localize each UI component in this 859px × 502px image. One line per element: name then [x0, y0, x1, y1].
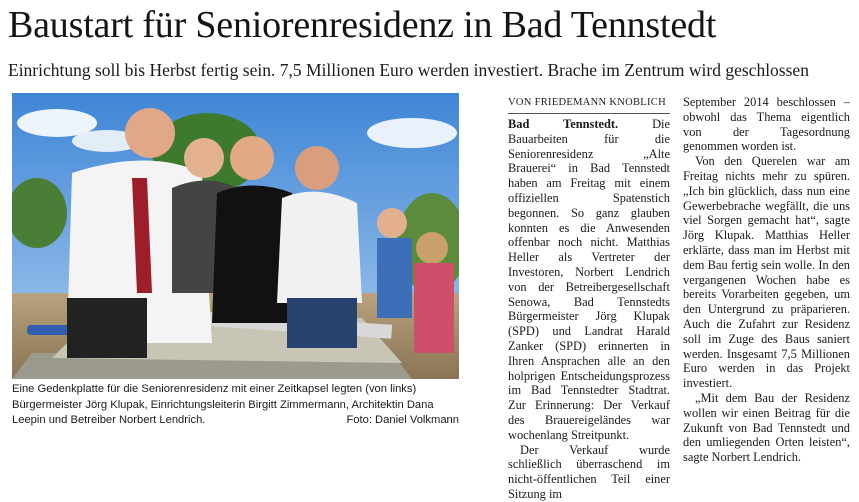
article-column-1 [508, 117, 670, 502]
article-paragraph: Von den Querelen war am Freitag nichts mehr zu spüren. „Ich bin glücklich, dass nun eine Gewerbebrache wegfällt, die uns viel Sorgen gemacht hat“, sagte Jörg Klupak. Matthias Heller erklärte, dass man im Herbst mit dem Bau fertig sein wolle. In den vergangenen Wochen habe es bereits Vorarbeiten gegeben, um den Untergrund zu präparieren. Auch die Zufahrt zur Residenz soll im Zuge des Baus saniert werden. Insgesamt 7,5 Millionen Euro werden in das Projekt investiert. [683, 154, 850, 391]
article-subheadline: Einrichtung soll bis Herbst fertig sein. 7,5 Millionen Euro werden investiert. Brache im Zentrum wird geschlossen [8, 60, 809, 80]
photo-credit: Foto: Daniel Volkmann [346, 414, 459, 426]
article-paragraph: „Mit dem Bau der Residenz wollen wir einen Beitrag für die Zukunft von Bad Tennstedt und den umliegenden Orten leisten“, sagte Norbert Lendrich. [683, 390, 850, 465]
dateline-place: Bad Tennstedt. [508, 117, 619, 131]
author-byline: VON FRIEDEMANN KNOBLICH [508, 97, 666, 108]
article-paragraph: September 2014 beschlossen – obwohl das Thema eigentlich von der Tagesordnung genommen worden ist. [683, 95, 850, 154]
photo-caption-text: Eine Gedenkplatte für die Seniorenresidenz mit einer Zeitkapsel legten (von links) Bürgermeister Jörg Klupak, Einrichtungsleiterin Birgitt Zimmermann, Architektin Dana Leepin und Betreiber Norbert Lendrich. [12, 383, 434, 426]
article-photo [12, 93, 459, 379]
photo-caption [12, 382, 459, 429]
byline-divider [508, 113, 670, 114]
article-headline: Baustart für Seniorenresidenz in Bad Tennstedt [8, 4, 717, 46]
group-photo-icon [12, 93, 459, 379]
article-column-2 [683, 95, 850, 465]
article-paragraph: Der Verkauf wurde schließlich überraschend im nicht-öffentlichen Teil einer Sitzung im [508, 442, 670, 501]
article-paragraph [508, 117, 670, 443]
paragraph-text: Die Bauarbeiten für die Seniorenresidenz „Alte Brauerei“ in Bad Tennstedt haben am Freitag mit einem offiziellen Spatenstich begonnen. So ganz glauben konnten es die Anwesenden offenbar noch nicht. Matthias Heller als Vertreter der Investoren, Norbert Lendrich von der Betreibergesellschaft Senowa, Bad Tennstedts Bürgermeister Jörg Klupak (SPD) und Landrat Harald Zanker (SPD) erinnerten in Ihren Ansprachen alle an den holprigen Entscheidungsprozess im Bad Tennstedter Stadtrat. Zur Erinnerung: Der Verkauf des Brauereigeländes war wochenlang Streitpunkt. [508, 117, 670, 442]
